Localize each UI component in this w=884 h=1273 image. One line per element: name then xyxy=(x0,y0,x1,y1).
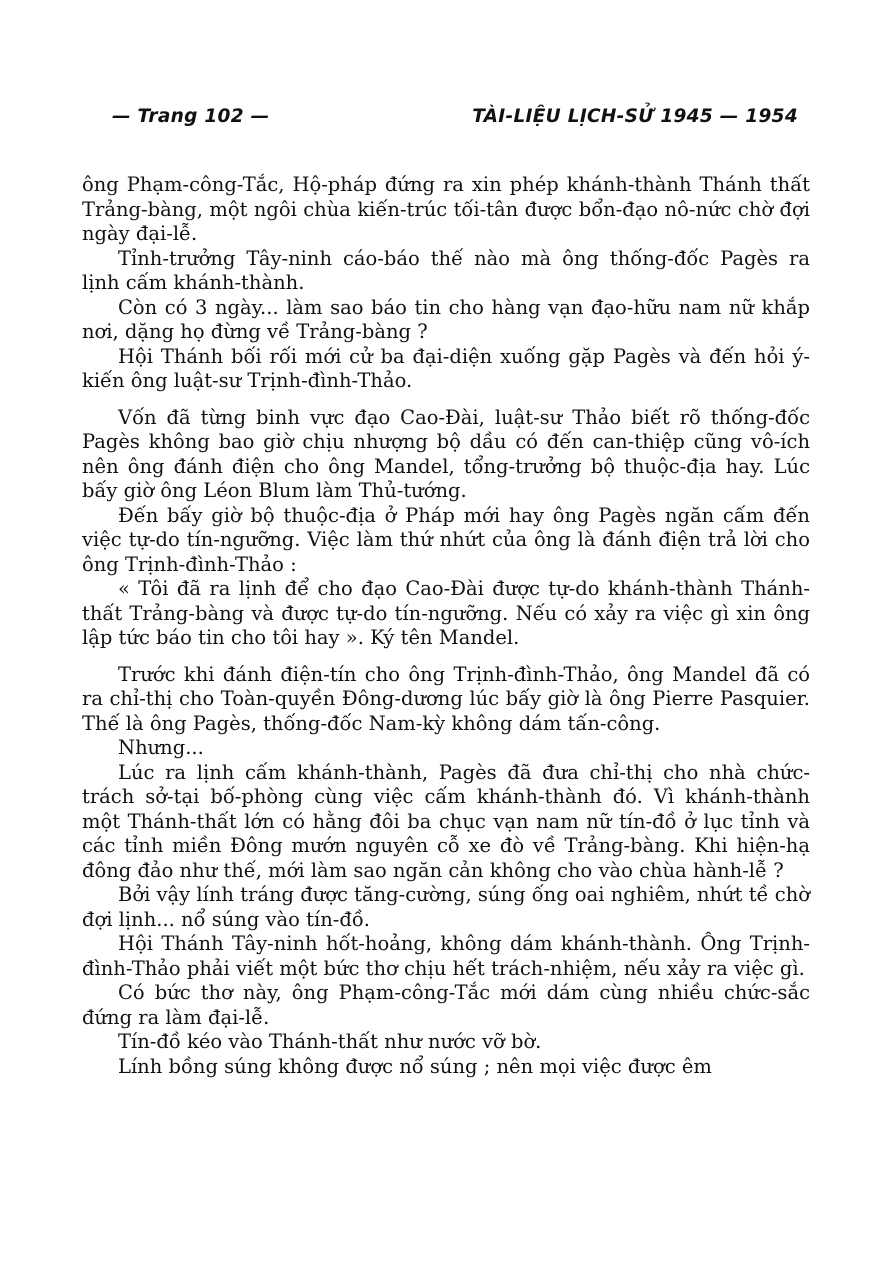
paragraph: Hội Thánh Tây-ninh hốt-hoảng, không dám khánh-thành. Ông Trịnh-đình-Thảo phải viết một bức thơ chịu hết trách-nhiệm, nếu xảy ra việc gì. xyxy=(82,932,810,980)
paragraph: « Tôi đã ra lịnh để cho đạo Cao-Đài được tự-do khánh-thành Thánh-thất Trảng-bàng và được tự-do tín-ngưỡng. Nếu có xảy ra việc gì xin ông lập tức báo tin cho tôi hay ». Ký tên Mandel. xyxy=(82,577,810,649)
page-number-label: — Trang 102 — xyxy=(112,106,270,127)
paragraph: Hội Thánh bối rối mới cử ba đại-diện xuống gặp Pagès và đến hỏi ý-kiến ông luật-sư Trịnh-đình-Thảo. xyxy=(82,344,810,392)
paragraph: Tỉnh-trưởng Tây-ninh cáo-báo thế nào mà ông thống-đốc Pagès ra lịnh cấm khánh-thành. xyxy=(82,246,810,294)
paragraph: Trước khi đánh điện-tín cho ông Trịnh-đình-Thảo, ông Mandel đã có ra chỉ-thị cho Toàn-quyền Đông-dương lúc bấy giờ là ông Pierre Pasquier. Thế là ông Pagès, thống-đốc Nam-kỳ không dám tấn-công. xyxy=(82,662,810,735)
paragraph: Lính bồng súng không được nổ súng ; nên mọi việc được êm xyxy=(118,1054,712,1078)
paragraph: Vốn đã từng binh vực đạo Cao-Đài, luật-sư Thảo biết rõ thống-đốc Pagès không bao giờ chịu nhượng bộ dầu có đến can-thiệp cũng vô-ích nên ông đánh điện cho ông Mandel, tổng-trưởng bộ thuộc-địa hay. Lúc bấy giờ ông Léon Blum làm Thủ-tướng. xyxy=(82,405,810,502)
paragraph: Nhưng... xyxy=(118,736,204,759)
page-header xyxy=(112,106,798,127)
book-title: TÀI-LIỆU LỊCH-SỬ 1945 — 1954 xyxy=(472,106,798,127)
paragraph: Còn có 3 ngày... làm sao báo tin cho hàng vạn đạo-hữu nam nữ khắp nơi, dặng họ đừng về Trảng-bàng ? xyxy=(82,295,810,343)
paragraph: Bởi vậy lính tráng được tăng-cường, súng ống oai nghiêm, nhứt tề chờ đợi lịnh... nổ súng vào tín-đồ. xyxy=(82,883,810,931)
body-text xyxy=(82,173,810,1079)
paragraph: Đến bấy giờ bộ thuộc-địa ở Pháp mới hay ông Pagès ngăn cấm đến việc tự-do tín-ngưỡng. Việc làm thứ nhứt của ông là đánh điện trả lời cho ông Trịnh-đình-Thảo : xyxy=(82,503,810,576)
paragraph: Tín-đồ kéo vào Thánh-thất như nước vỡ bờ. xyxy=(118,1030,542,1053)
paragraph: Lúc ra lịnh cấm khánh-thành, Pagès đã đưa chỉ-thị cho nhà chức-trách sở-tại bố-phòng cùng việc cấm khánh-thành đó. Vì khánh-thành một Thánh-thất lớn có hằng đôi ba chục vạn nam nữ tín-đồ ở lục tỉnh và các tỉnh miền Đông mướn nguyên cỗ xe đò về Trảng-bàng. Khi hiện-hạ đông đảo như thế, mới làm sao ngăn cản không cho vào chùa hành-lễ ? xyxy=(82,760,810,882)
paragraph: Có bức thơ này, ông Phạm-công-Tắc mới dám cùng nhiều chức-sắc đứng ra làm đại-lễ. xyxy=(82,981,810,1029)
paragraph: ông Phạm-công-Tắc, Hộ-pháp đứng ra xin phép khánh-thành Thánh thất Trảng-bàng, một ngôi chùa kiến-trúc tối-tân được bổn-đạo nô-nức chờ đợi ngày đại-lễ. xyxy=(82,173,810,245)
